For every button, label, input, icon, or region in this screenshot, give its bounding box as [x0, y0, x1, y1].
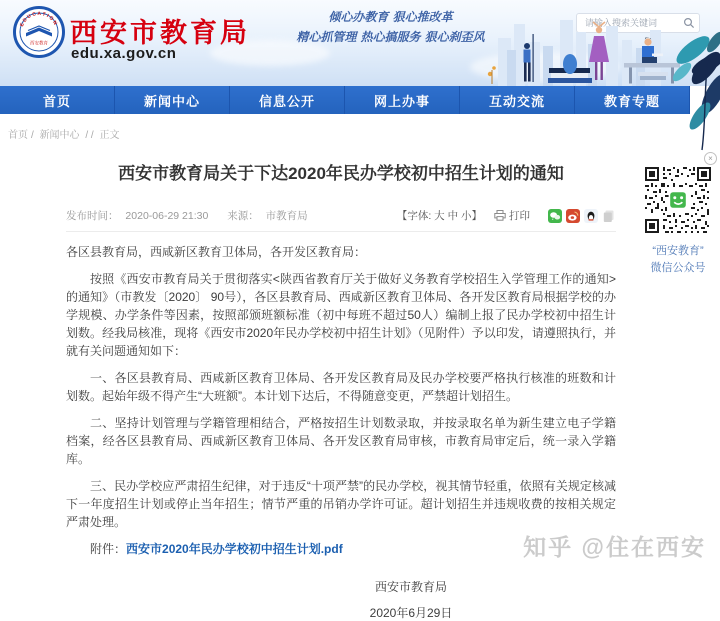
main-nav	[0, 86, 690, 114]
slogan-line-1: 倾心办教育 狠心推改革	[328, 10, 453, 24]
paragraph-salutation: 各区县教育局，西咸新区教育卫体局，各开发区教育局：	[66, 245, 367, 259]
breadcrumb	[8, 126, 122, 141]
nav-item-special-topics[interactable]: 教育专题	[575, 86, 690, 114]
svg-text:西安教育: 西安教育	[30, 40, 48, 46]
publish-time-value: 2020-06-29 21:30	[125, 210, 209, 222]
source-label: 来源：	[227, 210, 259, 222]
share-icons	[544, 209, 616, 223]
svg-text:E D U C A T I O N: E D U C A T I O N	[19, 10, 59, 28]
site-name: 西安市教育局	[70, 18, 250, 48]
paragraph-intro: 按照《西安市教育局关于贯彻落实<陕西省教育厅关于做好义务教育学校招生入学管理工作的通知>的通知》（市教发〔2020〕 90号），各区县教育局、西咸新区教育卫体局、各开发区教育局根据学校的办学规模、办学条件等因素，按照部颁班额标准（初中每班不超过50人）编制上报了民办学校初中招生计划数。经我局核准，现将《西安市2020年民办学校初中招生计划》（见附件）予以印发，请遵照执行，并就有关问题通知如下：	[66, 272, 616, 358]
nav-item-home[interactable]: 首页	[0, 86, 115, 114]
wechat-qr-code	[645, 167, 711, 233]
article-meta-right	[397, 208, 616, 223]
qr-caption-line1: “西安教育”	[652, 245, 704, 257]
breadcrumb-current: 正文	[99, 130, 120, 141]
site-url: edu.xa.gov.cn	[71, 45, 177, 62]
article-meta-left	[66, 208, 312, 223]
nav-item-news[interactable]: 新闻中心	[115, 86, 230, 114]
page-title: 西安市教育局关于下达2020年民办学校初中招生计划的通知	[118, 164, 564, 183]
wechat-qr-panel	[639, 150, 717, 277]
attachment-label: 附件：	[90, 542, 127, 556]
signature-date: 2020年6月29日	[369, 606, 453, 620]
close-icon[interactable]: ×	[704, 152, 717, 165]
breadcrumb-separator: /	[31, 130, 34, 141]
slogan-line-2: 精心抓管理 热心搞服务 狠心刹歪风	[296, 30, 485, 44]
source-value: 市教育局	[265, 210, 308, 222]
nav-item-online-services[interactable]: 网上办事	[345, 86, 460, 114]
more-share-icon[interactable]	[602, 209, 616, 223]
nav-item-info-disclosure[interactable]: 信息公开	[230, 86, 345, 114]
attachment-pdf-link[interactable]: 西安市2020年民办学校初中招生计划.pdf	[126, 542, 343, 556]
font-size-control[interactable]: 【字体: 大 中 小】	[396, 210, 482, 222]
paragraph-item-2: 二、坚持计划管理与学籍管理相结合，严格按招生计划数录取，并按录取名单为新生建立电子学籍档案，经各区县教育局、西咸新区教育卫体局、各开发区教育局审核，市教育局审定后，统一录入学籍库。	[66, 416, 616, 466]
signature-block	[331, 578, 491, 621]
site-logo[interactable]	[13, 6, 65, 58]
paragraph-item-3: 三、民办学校应严肃招生纪律，对于违反“十项严禁”的民办学校，视其情节轻重，依照有关规定核减下一年度招生计划或停止当年招生；情节严重的吊销办学许可证。超计划招生并违规收费的按相关规定严肃处理。	[66, 479, 616, 529]
printer-icon	[494, 210, 506, 221]
site-header	[0, 0, 720, 86]
nav-item-interaction[interactable]: 互动交流	[460, 86, 575, 114]
qq-share-icon[interactable]	[584, 209, 598, 223]
article-body	[66, 243, 616, 531]
breadcrumb-section[interactable]: 新闻中心	[39, 130, 80, 141]
publish-time-label: 发布时间：	[66, 210, 119, 222]
weibo-share-icon[interactable]	[566, 209, 580, 223]
print-button[interactable]	[494, 208, 530, 223]
signature-name: 西安市教育局	[374, 580, 447, 594]
print-label: 打印	[509, 210, 530, 222]
zhihu-watermark: 知乎 @住在西安	[523, 534, 706, 560]
wechat-share-icon[interactable]	[548, 209, 562, 223]
article-meta	[66, 208, 616, 232]
breadcrumb-separator: / /	[85, 130, 94, 141]
qr-caption-line2: 微信公众号	[650, 262, 706, 274]
breadcrumb-home[interactable]: 首页	[8, 130, 28, 141]
paragraph-item-1: 一、各区县教育局、西咸新区教育卫体局、各开发区教育局及民办学校要严格执行核准的班数和计划数。起始年级不得产生“大班额”。本计划下达后，不得随意变更，严禁超计划招生。	[66, 371, 616, 403]
education-bureau-logo-icon	[13, 6, 65, 58]
header-illustration	[410, 16, 720, 86]
